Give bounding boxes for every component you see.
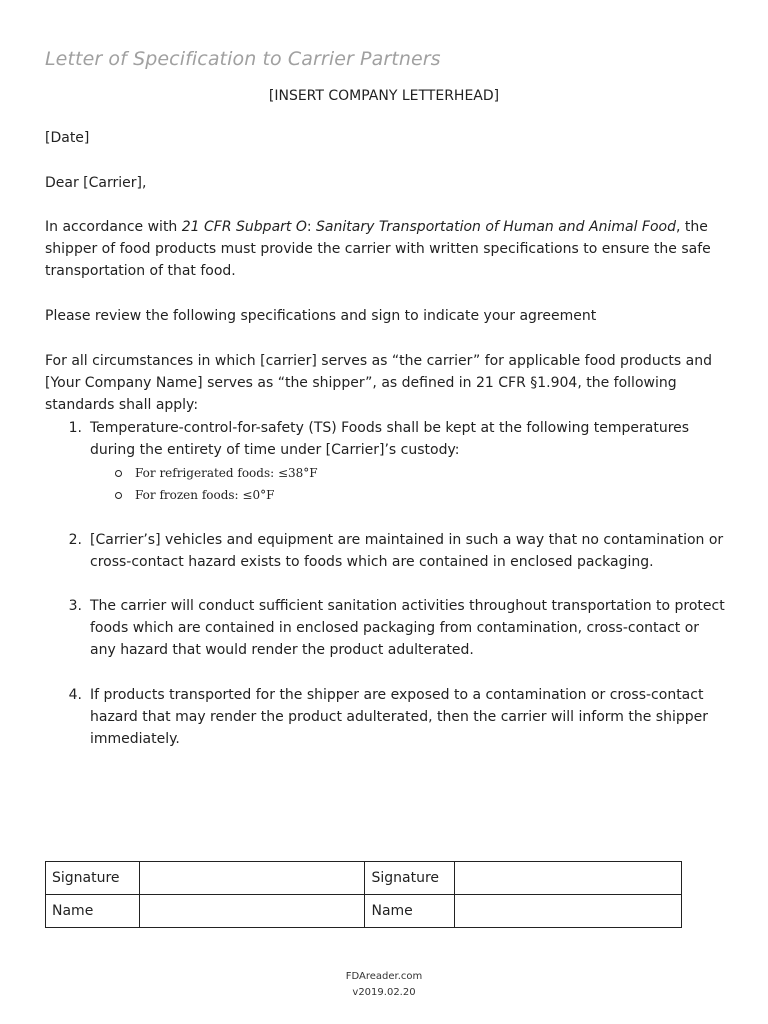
name-label-left: Name bbox=[46, 895, 140, 928]
intro-paragraph bbox=[45, 216, 735, 282]
regulation-title: Sanitary Transportation of Human and Animal Food bbox=[316, 219, 676, 235]
list-item-text: [Carrier’s] vehicles and equipment are maintained in such a way that no contamination or cross-contact hazard exists to foods which are contained in enclosed packaging. bbox=[90, 532, 724, 570]
document-title: Letter of Specification to Carrier Partners bbox=[45, 48, 441, 70]
signature-row bbox=[46, 862, 682, 895]
sublist-item-refrigerated bbox=[115, 462, 318, 484]
list-item-3 bbox=[60, 595, 725, 661]
signature-table bbox=[45, 861, 682, 928]
name-field-right[interactable] bbox=[455, 895, 682, 928]
salutation: Dear [Carrier], bbox=[45, 175, 147, 191]
sublist-item-text: For frozen foods: ≤0°F bbox=[135, 488, 275, 502]
intro-colon: : bbox=[306, 219, 317, 235]
footer-version: v2019.02.20 bbox=[352, 987, 416, 998]
list-item-text: If products transported for the shipper are exposed to a contamination or cross-contact hazard that may render the product adulterated, then the carrier will inform the shipper immediately. bbox=[90, 687, 709, 747]
signature-field-left[interactable] bbox=[139, 862, 365, 895]
list-item-4 bbox=[60, 684, 725, 750]
list-number: 2. bbox=[68, 532, 82, 548]
list-number: 3. bbox=[68, 598, 82, 614]
name-row bbox=[46, 895, 682, 928]
list-item-text: Temperature-control-for-safety (TS) Foods shall be kept at the following temperatures during the entirety of time under [Carrier]’s custody: bbox=[90, 420, 690, 458]
list-item-1 bbox=[60, 417, 725, 461]
footer-site: FDAreader.com bbox=[345, 971, 423, 982]
name-label-right: Name bbox=[365, 895, 455, 928]
list-number: 1. bbox=[68, 420, 82, 436]
review-instruction: Please review the following specifications and sign to indicate your agreement bbox=[45, 308, 597, 324]
sublist-item-frozen bbox=[115, 484, 318, 506]
temperature-sublist bbox=[115, 462, 318, 506]
intro-after: , the shipper of food products must provide the carrier with written specifications to ensure the safe transportation of that food. bbox=[45, 219, 711, 279]
sublist-item-text: For refrigerated foods: ≤38°F bbox=[135, 466, 318, 480]
list-number: 4. bbox=[68, 687, 82, 703]
signature-label-right: Signature bbox=[365, 862, 455, 895]
letterhead-placeholder: [INSERT COMPANY LETTERHEAD] bbox=[268, 88, 500, 104]
circumstances-paragraph: For all circumstances in which [carrier] serves as “the carrier” for applicable food products and [Your Company Name] serves as “the shipper”, as defined in 21 CFR §1.904, the following standards shall apply: bbox=[45, 353, 712, 413]
signature-label-left: Signature bbox=[46, 862, 140, 895]
list-item-text: The carrier will conduct sufficient sanitation activities throughout transportation to protect foods which are contained in enclosed packaging from contamination, cross-contact or any hazard that would render the product adulterated. bbox=[90, 598, 725, 658]
hollow-bullet-icon bbox=[115, 470, 122, 477]
name-field-left[interactable] bbox=[139, 895, 365, 928]
list-item-2 bbox=[60, 529, 725, 573]
intro-before: In accordance with bbox=[45, 219, 182, 235]
regulation-citation: 21 CFR Subpart O bbox=[181, 219, 307, 235]
date-placeholder: [Date] bbox=[45, 130, 90, 146]
hollow-bullet-icon bbox=[115, 492, 122, 499]
signature-field-right[interactable] bbox=[455, 862, 682, 895]
